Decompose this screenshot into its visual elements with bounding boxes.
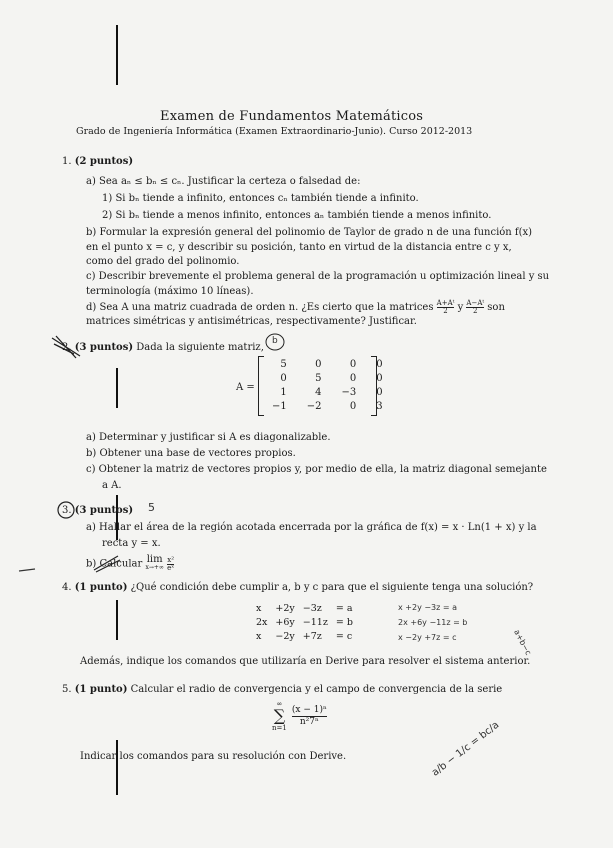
matrix-cell: 0 bbox=[349, 400, 357, 412]
exam-title: Examen de Fundamentos Matemáticos bbox=[160, 109, 424, 124]
handwritten-system-r3: x −2y +7z = c bbox=[398, 633, 457, 642]
system-row bbox=[252, 601, 357, 615]
matrix-cell: 3 bbox=[376, 400, 383, 412]
q3-b-text: b) Calcular bbox=[86, 558, 143, 570]
handwritten-system-r1: x +2y −3z = a bbox=[398, 603, 458, 612]
q4-note: Además, indique los comandos que utilizaría en Derive para resolver el sistema anterior. bbox=[80, 656, 531, 667]
matrix-cell: −3 bbox=[341, 386, 357, 398]
system-cell: 2x bbox=[256, 616, 268, 628]
matrix-cell: 4 bbox=[315, 386, 322, 398]
q5-note: Indicar los comandos para su resolución con Derive. bbox=[80, 751, 347, 762]
q3-frac-den: eˣ bbox=[167, 563, 175, 572]
matrix-cell: 0 bbox=[376, 372, 383, 384]
q1-d-frac1-num: A+Aᵗ bbox=[436, 299, 455, 307]
handwritten-bottom-note: a/b − 1/c = bc/a bbox=[430, 719, 502, 779]
handwritten-margin-note: a+b−c bbox=[512, 628, 534, 657]
q1-number: 1. bbox=[62, 156, 72, 167]
q3-lim-word: lim bbox=[146, 554, 163, 565]
q5-heading bbox=[62, 684, 502, 696]
q3-points: (3 puntos) bbox=[74, 505, 134, 516]
q1-d-son: son bbox=[487, 302, 505, 313]
sum-sigma: ∑ bbox=[273, 706, 286, 725]
system-cell: +2y bbox=[275, 602, 295, 614]
q2-pen-scribble bbox=[50, 334, 84, 360]
q4-heading bbox=[62, 582, 533, 594]
q2-points: (3 puntos) bbox=[74, 342, 134, 353]
matrix-A bbox=[262, 357, 393, 413]
system-cell: −3z bbox=[302, 602, 322, 614]
q1-d-frac1-den: 2 bbox=[443, 307, 448, 315]
q3-a-line2: recta y = x. bbox=[102, 538, 161, 549]
q1-d-frac2 bbox=[466, 300, 484, 315]
q4-text: ¿Qué condición debe cumplir a, b y c para que el siguiente tenga una solución? bbox=[130, 582, 534, 593]
margin-dash bbox=[18, 566, 38, 574]
series-den: n²7ⁿ bbox=[299, 716, 319, 727]
q3-limit bbox=[145, 556, 163, 572]
matrix-cell: 1 bbox=[280, 386, 287, 398]
q1-d-text: d) Sea A una matriz cuadrada de orden n. ¿Es cierto que la matrices bbox=[86, 302, 434, 313]
q2-circle-letter: b bbox=[272, 336, 278, 346]
q1-d-line1 bbox=[86, 300, 505, 315]
q1-a: a) Sea aₙ ≤ bₙ ≤ cₙ. Justificar la certeza o falsedad de: bbox=[86, 176, 361, 187]
system-row bbox=[252, 615, 357, 629]
matrix-cell: 0 bbox=[376, 358, 383, 370]
matrix-row bbox=[262, 371, 393, 385]
q1-c-line1: c) Describir brevemente el problema general de la programación u optimización lineal y su bbox=[86, 271, 550, 282]
matrix-cell: 0 bbox=[349, 358, 357, 370]
series-frac bbox=[292, 705, 327, 728]
q4-points: (1 punto) bbox=[74, 582, 128, 593]
matrix-cell: −1 bbox=[272, 400, 287, 412]
matrix-row bbox=[262, 385, 393, 399]
system-cell: = b bbox=[335, 616, 353, 628]
q1-a1: 1) Si bₙ tiende a infinito, entonces cₙ también tiende a infinito. bbox=[102, 193, 419, 204]
q2-c-line1: c) Obtener la matriz de vectores propios y, por medio de ella, la matriz diagonal semejante bbox=[86, 464, 547, 475]
q5-text: Calcular el radio de convergencia y el campo de convergencia de la serie bbox=[130, 684, 503, 695]
matrix-row bbox=[262, 357, 393, 371]
q5-series bbox=[272, 700, 327, 732]
q1-b-line3: como del grado del polinomio. bbox=[86, 256, 240, 267]
q1-c-line2: terminología (máximo 10 líneas). bbox=[86, 286, 254, 297]
scan-line-mid1 bbox=[116, 368, 118, 408]
q2-b: b) Obtener una base de vectores propios. bbox=[86, 448, 296, 459]
exam-subtitle: Grado de Ingeniería Informática (Examen Extraordinario-Junio). Curso 2012-2013 bbox=[76, 126, 473, 137]
q3-handwritten-5: 5 bbox=[148, 501, 155, 514]
q1-b-line1: b) Formular la expresión general del polinomio de Taylor de grado n de una función f(x) bbox=[86, 227, 533, 238]
q3-a-line1: a) Hallar el área de la región acotada encerrada por la gráfica de f(x) = x · Ln(1 + x) y la bbox=[86, 522, 537, 533]
q2-a: a) Determinar y justificar si A es diagonalizable. bbox=[86, 432, 331, 443]
q1-d-frac2-num: A−Aᵗ bbox=[466, 299, 485, 307]
matrix-label: A = bbox=[236, 382, 255, 393]
q1-heading bbox=[62, 156, 133, 168]
q5-points: (1 punto) bbox=[74, 684, 128, 695]
scan-line-top bbox=[116, 25, 118, 85]
q1-points: (2 puntos) bbox=[74, 156, 134, 167]
matrix-cell: 5 bbox=[315, 372, 322, 384]
system-cell: = c bbox=[335, 630, 353, 642]
q1-d-line2: matrices simétricas y antisimétricas, respectivamente? Justificar. bbox=[86, 316, 417, 327]
scan-line-bottom bbox=[116, 740, 118, 795]
q2-c-line2: a A. bbox=[102, 480, 122, 491]
system-cell: +7z bbox=[302, 630, 322, 642]
system-cell: x bbox=[256, 630, 262, 642]
q4-number: 4. bbox=[62, 582, 72, 593]
q2-number: 2. bbox=[62, 342, 72, 353]
q3-circle-mark bbox=[56, 500, 76, 520]
matrix-cell: 0 bbox=[315, 358, 322, 370]
system-row bbox=[252, 629, 357, 643]
q3-pen-scribble bbox=[92, 552, 122, 574]
q2-heading bbox=[62, 342, 264, 354]
sum-top: ∞ bbox=[276, 700, 283, 708]
matrix-cell: 5 bbox=[280, 358, 287, 370]
matrix-row bbox=[262, 399, 393, 413]
q3-number: 3. bbox=[62, 505, 72, 516]
system-cell: = a bbox=[335, 602, 353, 614]
q1-b-line2: en el punto x = c, y describir su posición, tanto en virtud de la distancia entre c y x, bbox=[86, 242, 512, 253]
series-num: (x − 1)ⁿ bbox=[291, 704, 327, 715]
q3-frac bbox=[167, 557, 174, 572]
sum-symbol-block bbox=[272, 700, 287, 732]
q1-d-frac2-den: 2 bbox=[473, 307, 478, 315]
q1-d-frac1 bbox=[437, 300, 455, 315]
system-cell: −11z bbox=[302, 616, 328, 628]
q5-number: 5. bbox=[62, 684, 72, 695]
q3-lim-sub: x→+∞ bbox=[145, 564, 164, 571]
system-cell: x bbox=[256, 602, 262, 614]
sum-bottom: n=1 bbox=[272, 724, 287, 732]
system-cell: −2y bbox=[275, 630, 295, 642]
matrix-cell: 0 bbox=[376, 386, 383, 398]
q2-text: Dada la siguiente matriz, bbox=[136, 342, 264, 353]
handwritten-system-r2: 2x +6y −11z = b bbox=[398, 618, 468, 627]
system-cell: +6y bbox=[275, 616, 295, 628]
scan-line-low bbox=[116, 600, 118, 640]
q1-d-y: y bbox=[457, 302, 464, 313]
q1-a2: 2) Si bₙ tiende a menos infinito, entonces aₙ también tiende a menos infinito. bbox=[102, 210, 492, 221]
matrix-cell: 0 bbox=[349, 372, 357, 384]
q3-frac-num: x² bbox=[167, 555, 175, 564]
q4-system bbox=[252, 601, 357, 643]
matrix-cell: 0 bbox=[280, 372, 287, 384]
matrix-cell: −2 bbox=[306, 400, 322, 412]
